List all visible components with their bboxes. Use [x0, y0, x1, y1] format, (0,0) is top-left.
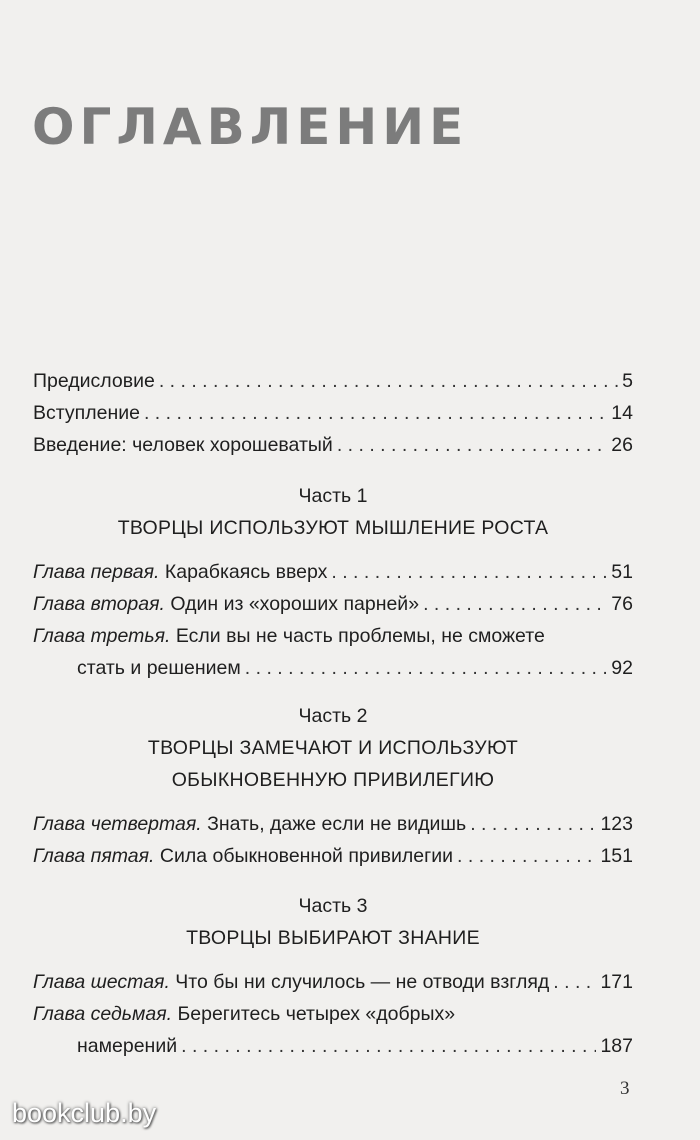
chapter-title: Знать, даже если не видишь: [201, 813, 467, 835]
chapter-title-cont: намерений: [77, 1035, 178, 1057]
chapter-label: Глава третья.: [33, 625, 171, 647]
leader-dots: [245, 652, 608, 684]
toc-entry[interactable]: [33, 429, 633, 461]
entry-title: [33, 808, 466, 840]
toc-entry[interactable]: [33, 840, 633, 872]
leader-dots: [337, 429, 607, 461]
toc-heading: ОГЛАВЛЕНИЕ: [32, 98, 469, 156]
chapter-title: Карабкаясь вверх: [159, 561, 328, 583]
leader-dots: [553, 966, 596, 998]
leader-dots: [457, 840, 596, 872]
entry-title: Введение: человек хорошеватый: [33, 434, 333, 456]
page-ref: 92: [611, 657, 633, 679]
chapter-label: Глава первая.: [33, 561, 160, 583]
entry-title: [33, 588, 419, 620]
chapter-label: Глава шестая.: [33, 971, 170, 993]
part-section: [33, 700, 633, 872]
leader-dots: [470, 808, 596, 840]
entry-title: Вступление: [33, 402, 140, 424]
toc-entry[interactable]: [33, 588, 633, 620]
page-ref: 123: [600, 813, 633, 835]
part-section: [33, 480, 633, 684]
chapter-title: Один из «хороших парней»: [164, 593, 420, 615]
watermark: bookclub.by: [12, 1098, 157, 1128]
page-ref: 14: [611, 402, 633, 424]
chapter-label: Глава вторая.: [33, 593, 165, 615]
page-ref: 26: [611, 434, 633, 456]
toc-entry-continued[interactable]: [33, 652, 633, 684]
chapter-label: Глава четвертая.: [33, 813, 202, 835]
page-ref: 151: [600, 845, 633, 867]
part-section: [33, 890, 633, 1062]
entry-title: Предисловие: [33, 370, 155, 392]
part-title: ТВОРЦЫ ИСПОЛЬЗУЮТ МЫШЛЕНИЕ РОСТА: [117, 517, 549, 539]
part-title: ТВОРЦЫ ЗАМЕЧАЮТ И ИСПОЛЬЗУЮТ: [147, 737, 519, 759]
front-matter-list: [33, 365, 633, 461]
entry-title: [33, 556, 327, 588]
page-number: 3: [620, 1078, 630, 1099]
chapter-title: Что бы ни случилось — не отводи взгляд: [169, 971, 550, 993]
part-label: Часть 2: [298, 705, 368, 727]
chapter-title: Если вы не часть проблемы, не сможете: [170, 625, 545, 647]
page-ref: 187: [600, 1035, 633, 1057]
page-ref: 171: [600, 971, 633, 993]
chapter-title-cont: стать и решением: [77, 657, 241, 679]
chapter-label: Глава пятая.: [33, 845, 155, 867]
toc-entry-continued[interactable]: [33, 1030, 633, 1062]
leader-dots: [159, 365, 618, 397]
chapter-title: Берегитесь четырех «добрых»: [172, 1003, 456, 1025]
leader-dots: [331, 556, 607, 588]
toc-entry[interactable]: [33, 998, 633, 1030]
leader-dots: [181, 1030, 596, 1062]
page-ref: 5: [622, 370, 633, 392]
page-ref: 76: [611, 593, 633, 615]
part-title-line-2: ОБЫКНОВЕННУЮ ПРИВИЛЕГИЮ: [171, 769, 495, 791]
chapter-label: Глава седьмая.: [33, 1003, 173, 1025]
page-ref: 51: [611, 561, 633, 583]
entry-title: [33, 966, 549, 998]
entry-title: [33, 840, 453, 872]
part-label: Часть 1: [298, 485, 368, 507]
toc-entry[interactable]: [33, 397, 633, 429]
toc-entry[interactable]: [33, 808, 633, 840]
toc-entry[interactable]: [33, 966, 633, 998]
chapter-title: Сила обыкновенной привилегии: [154, 845, 454, 867]
toc-entry[interactable]: [33, 620, 633, 652]
toc-entry[interactable]: [33, 365, 633, 397]
part-label: Часть 3: [298, 895, 368, 917]
leader-dots: [144, 397, 607, 429]
leader-dots: [423, 588, 607, 620]
part-title: ТВОРЦЫ ВЫБИРАЮТ ЗНАНИЕ: [186, 927, 480, 949]
toc-entry[interactable]: [33, 556, 633, 588]
